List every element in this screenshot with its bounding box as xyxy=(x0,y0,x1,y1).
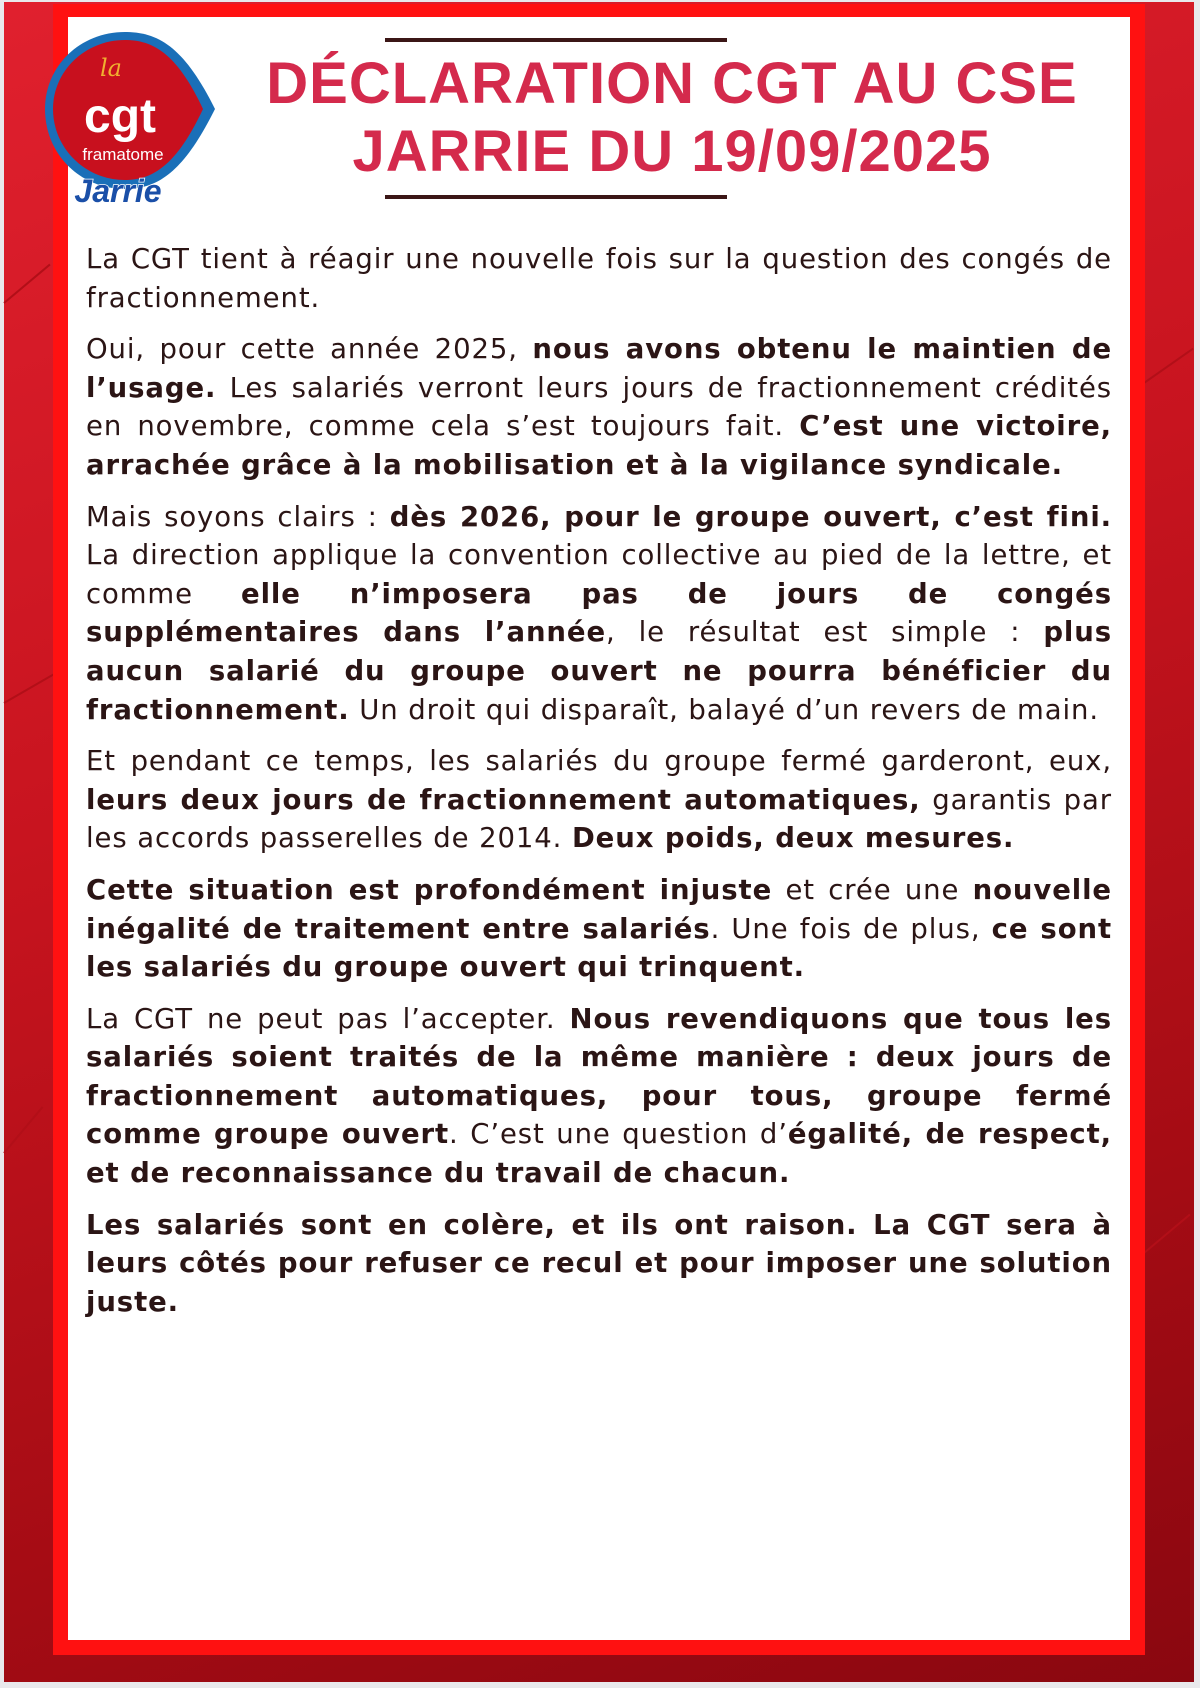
declaration-body xyxy=(86,240,1112,1334)
paragraph xyxy=(86,1000,1112,1193)
logo-la: la xyxy=(100,54,122,82)
background-stroke xyxy=(1143,1214,1190,1254)
text: garantis par les accords passerelles de 2014. xyxy=(86,783,1112,855)
bold-text: égalité, de respect, et de reconnaissance du travail de chacun. xyxy=(86,1118,1112,1190)
text: Et pendant ce temps, les salariés du groupe fermé garderont, eux, xyxy=(86,745,1112,778)
bold-text: leurs deux jours de fractionnement automatiques, xyxy=(86,783,921,816)
logo-cgt: cgt xyxy=(84,90,156,143)
bold-text: elle n’imposera pas de jours de congés supplémentaires dans l’année xyxy=(86,577,1112,649)
paragraph xyxy=(86,330,1112,484)
logo-company: framatome xyxy=(82,145,164,164)
background-stroke xyxy=(3,1106,43,1153)
background-stroke xyxy=(1143,348,1193,384)
text: La CGT ne peut pas l’accepter. xyxy=(86,1002,570,1035)
bold-text: plus aucun salarié du groupe ouvert ne pourra bénéficier du fractionnement. xyxy=(86,616,1112,726)
text: Oui, pour cette année 2025, xyxy=(86,333,533,366)
title-line-1: DÉCLARATION CGT AU CSE xyxy=(266,51,1078,116)
bold-text: Les salariés sont en colère, et ils ont raison. La CGT sera à leurs côtés pour refuser ce recul et pour imposer une solution juste. xyxy=(86,1208,1112,1318)
bold-text: Cette situation est profondément injuste xyxy=(86,873,773,906)
bold-text: nous avons obtenu le maintien de l’usage. xyxy=(86,333,1112,404)
text: Un droit qui disparaît, balayé d’un revers de main. xyxy=(349,693,1099,726)
paragraph xyxy=(86,742,1112,858)
background-stroke xyxy=(4,672,57,704)
paragraph xyxy=(86,871,1112,987)
bold-text: nouvelle inégalité de traitement entre salariés xyxy=(86,873,1112,945)
text: Mais soyons clairs : xyxy=(86,500,390,533)
bold-text: C’est une victoire, arrachée grâce à la mobilisation et à la vigilance syndicale. xyxy=(86,410,1112,481)
text: La CGT tient à réagir une nouvelle fois sur la question des congés de fractionnement. xyxy=(86,243,1112,314)
bold-text: Nous revendiquons que tous les salariés soient traités de la même manière : deux jours de fractionnement automatiques, pour tous, groupe fermé comme groupe ouvert xyxy=(86,1002,1112,1151)
paragraph xyxy=(86,498,1112,730)
text: . Une fois de plus, xyxy=(710,912,992,945)
bold-text: ce sont les salariés du groupe ouvert qui trinquent. xyxy=(86,912,1113,984)
title-line-2: JARRIE DU 19/09/2025 xyxy=(352,119,992,184)
title-rule-bottom xyxy=(385,195,727,199)
text: . C’est une question d’ xyxy=(449,1118,788,1151)
paragraph xyxy=(86,1206,1112,1322)
title-rule-top xyxy=(385,38,727,42)
background-stroke xyxy=(3,264,50,304)
text: , le résultat est simple : xyxy=(606,616,1044,649)
text: Les salariés verront leurs jours de fractionnement crédités en novembre, comme cela s’est toujours fait. xyxy=(86,371,1112,443)
logo-site: Jarrie xyxy=(74,173,162,209)
paragraph xyxy=(86,240,1112,317)
text: et crée une xyxy=(772,873,973,906)
cgt-framatome-jarrie-logo xyxy=(40,24,230,214)
text: La direction applique la convention collective au pied de la lettre, et comme xyxy=(86,539,1112,610)
bold-text: dès 2026, pour le groupe ouvert, c’est fini. xyxy=(389,500,1112,533)
bold-text: Deux poids, deux mesures. xyxy=(571,822,1015,855)
